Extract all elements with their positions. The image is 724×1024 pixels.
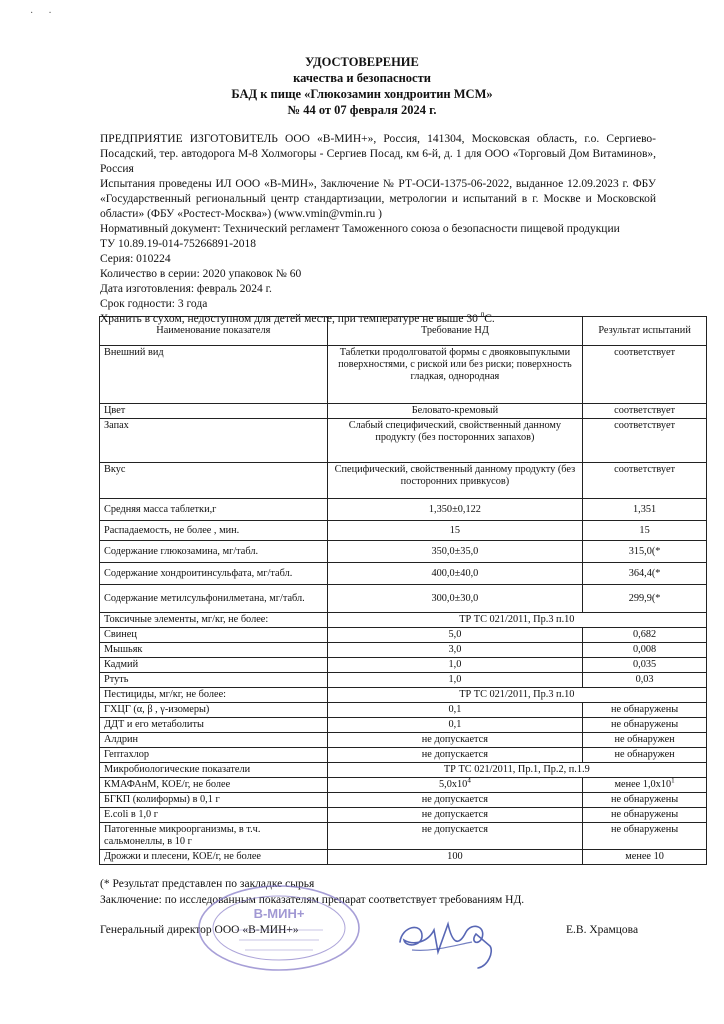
micro-section-title: Микробиологические показатели bbox=[100, 763, 328, 778]
director-position: Генеральный директор ООО «В-МИН+» bbox=[100, 924, 299, 936]
cell-requirement: 5,0 bbox=[327, 628, 583, 643]
col-header-result: Результат испытаний bbox=[583, 317, 707, 346]
cell-indicator: Мышьяк bbox=[100, 643, 328, 658]
cell-result: 0,008 bbox=[583, 643, 707, 658]
cell-result: 364,4(* bbox=[583, 563, 707, 585]
cell-requirement: 3,0 bbox=[327, 643, 583, 658]
cell-result: 15 bbox=[583, 521, 707, 541]
cell-requirement: 300,0±30,0 bbox=[327, 585, 583, 613]
table-row bbox=[100, 850, 707, 865]
cell-result: соответствует bbox=[583, 404, 707, 419]
cell-result: 0,035 bbox=[583, 658, 707, 673]
cell-requirement: 1,0 bbox=[327, 658, 583, 673]
table-row bbox=[100, 643, 707, 658]
table-row bbox=[100, 563, 707, 585]
cell-indicator: ДДТ и его метаболиты bbox=[100, 718, 328, 733]
cell-indicator: КМАФАнМ, КОЕ/г, не более bbox=[100, 778, 328, 793]
toxic-section-title: Токсичные элементы, мг/кг, не более: bbox=[100, 613, 328, 628]
spec-table bbox=[99, 316, 707, 865]
manufacturer-line: ПРЕДПРИЯТИЕ ИЗГОТОВИТЕЛЬ ООО «В-МИН+», Россия, 141304, Московская область, г.о. Сергиево-Посадский, тер. автодорога М-8 Холмогоры - Сергиев Посад, км 6-й, д. 1 для ООО «Торговый Дом Витаминов», Россия bbox=[100, 133, 656, 175]
cell-indicator: E.coli в 1,0 г bbox=[100, 808, 328, 823]
col-header-name: Наименование показателя bbox=[100, 317, 328, 346]
cell-result: не обнаружены bbox=[583, 823, 707, 850]
normative-line: Нормативный документ: Технический регламент Таможенного союза о безопасности пищевой продукции bbox=[100, 223, 620, 235]
cell-result: 315,0(* bbox=[583, 541, 707, 563]
table-row bbox=[100, 793, 707, 808]
doc-title: УДОСТОВЕРЕНИЕ bbox=[305, 55, 419, 69]
director-signature bbox=[392, 912, 512, 972]
cell-requirement: 350,0±35,0 bbox=[327, 541, 583, 563]
cell-requirement: не допускается bbox=[327, 793, 583, 808]
cell-result: не обнаружены bbox=[583, 703, 707, 718]
cell-requirement: Слабый специфический, свойственный данному продукту (без посторонних запахов) bbox=[327, 419, 583, 463]
cell-indicator: БГКП (колиформы) в 0,1 г bbox=[100, 793, 328, 808]
cell-requirement: Таблетки продолговатой формы с двояковыпуклыми поверхностями, с риской или без риски; поверхность гладкая, однородная bbox=[327, 346, 583, 404]
cell-requirement: 100 bbox=[327, 850, 583, 865]
shelf-life-line: Срок годности: 3 года bbox=[100, 298, 208, 310]
cell-result: соответствует bbox=[583, 346, 707, 404]
table-row bbox=[100, 541, 707, 563]
pesticides-section-row bbox=[100, 688, 707, 703]
cell-indicator: Ртуть bbox=[100, 673, 328, 688]
cell-indicator: Внешний вид bbox=[100, 346, 328, 404]
table-row bbox=[100, 346, 707, 404]
cell-result: не обнаружены bbox=[583, 793, 707, 808]
table-row bbox=[100, 823, 707, 850]
cell-result: 0,682 bbox=[583, 628, 707, 643]
testing-line: Испытания проведены ИЛ ООО «В-МИН», Заключение № РТ-ОСИ-1375-06-2022, выданное 12.09.2023 г. ФБУ «Государственный региональный центр стандартизации, метрологии и испытаний в г. Москве и Московской области» (ФБУ «Ростест-Москва») (www.vmin@vmin.ru ) bbox=[100, 178, 656, 220]
stamp-text: В-МИН+ bbox=[253, 906, 305, 921]
cell-result: 1,351 bbox=[583, 499, 707, 521]
micro-section-row bbox=[100, 763, 707, 778]
pesticides-section-title: Пестициды, мг/кг, не более: bbox=[100, 688, 328, 703]
pesticides-section-ref: ТР ТС 021/2011, Пр.3 п.10 bbox=[327, 688, 706, 703]
director-name: Е.В. Храмцова bbox=[566, 924, 639, 936]
table-row bbox=[100, 778, 707, 793]
table-row bbox=[100, 808, 707, 823]
doc-subtitle: качества и безопасности bbox=[293, 71, 431, 85]
micro-section-ref: ТР ТС 021/2011, Пр.1, Пр.2, п.1.9 bbox=[327, 763, 706, 778]
toxic-section-row bbox=[100, 613, 707, 628]
table-row bbox=[100, 404, 707, 419]
cell-indicator: Цвет bbox=[100, 404, 328, 419]
cell-requirement: 0,1 bbox=[327, 718, 583, 733]
cell-result: соответствует bbox=[583, 463, 707, 499]
table-row bbox=[100, 628, 707, 643]
cell-indicator: Вкус bbox=[100, 463, 328, 499]
col-header-requirement: Требование НД bbox=[327, 317, 583, 346]
cell-result: не обнаружены bbox=[583, 718, 707, 733]
cell-result: менее $1,0х10^1$ bbox=[583, 778, 707, 793]
cell-indicator: Гептахлор bbox=[100, 748, 328, 763]
cell-indicator: Алдрин bbox=[100, 733, 328, 748]
cell-result: соответствует bbox=[583, 419, 707, 463]
cell-requirement: не допускается bbox=[327, 748, 583, 763]
cell-result: 0,03 bbox=[583, 673, 707, 688]
table-row bbox=[100, 499, 707, 521]
cell-requirement: 0,1 bbox=[327, 703, 583, 718]
cell-requirement: 1,350±0,122 bbox=[327, 499, 583, 521]
doc-number: № 44 от 07 февраля 2024 г. bbox=[287, 103, 437, 117]
tu-line: ТУ 10.89.19-014-75266891-2018 bbox=[100, 238, 257, 250]
cell-indicator: Свинец bbox=[100, 628, 328, 643]
series-line: Серия: 010224 bbox=[100, 253, 171, 265]
cell-indicator: Содержание хондроитинсульфата, мг/табл. bbox=[100, 563, 328, 585]
cell-indicator: Средняя масса таблетки,г bbox=[100, 499, 328, 521]
product-name: БАД к пище «Глюкозамин хондроитин МСМ» bbox=[231, 87, 493, 101]
cell-result: менее 10 bbox=[583, 850, 707, 865]
cell-requirement: Специфический, свойственный данному продукту (без посторонних привкусов) bbox=[327, 463, 583, 499]
cell-indicator: Запах bbox=[100, 419, 328, 463]
cell-indicator: ГХЦГ (α, β , γ-изомеры) bbox=[100, 703, 328, 718]
table-row bbox=[100, 718, 707, 733]
date-line: Дата изготовления: февраль 2024 г. bbox=[100, 283, 272, 295]
cell-requirement: 1,0 bbox=[327, 673, 583, 688]
cell-result: 299,9(* bbox=[583, 585, 707, 613]
cell-requirement: 400,0±40,0 bbox=[327, 563, 583, 585]
table-row bbox=[100, 733, 707, 748]
scan-specks: · · bbox=[30, 8, 52, 19]
cell-indicator: Кадмий bbox=[100, 658, 328, 673]
info-block bbox=[100, 132, 656, 327]
cell-indicator: Содержание глюкозамина, мг/табл. bbox=[100, 541, 328, 563]
cell-requirement: не допускается bbox=[327, 808, 583, 823]
cell-indicator: Дрожжи и плесени, КОЕ/г, не более bbox=[100, 850, 328, 865]
cell-requirement: 15 bbox=[327, 521, 583, 541]
table-row bbox=[100, 673, 707, 688]
table-row bbox=[100, 703, 707, 718]
cell-indicator: Распадаемость, не более , мин. bbox=[100, 521, 328, 541]
cell-result: не обнаружен bbox=[583, 733, 707, 748]
company-stamp bbox=[195, 870, 363, 974]
cell-indicator: Патогенные микроорганизмы, в т.ч. сальмонеллы, в 10 г bbox=[100, 823, 328, 850]
table-header-row bbox=[100, 317, 707, 346]
cell-requirement: Беловато-кремовый bbox=[327, 404, 583, 419]
table-row bbox=[100, 463, 707, 499]
cell-result: не обнаружен bbox=[583, 748, 707, 763]
quantity-line: Количество в серии: 2020 упаковок № 60 bbox=[100, 268, 302, 280]
cell-result: не обнаружены bbox=[583, 808, 707, 823]
toxic-section-ref: ТР ТС 021/2011, Пр.3 п.10 bbox=[327, 613, 706, 628]
footnote: (* Результат представлен по закладке сырья bbox=[100, 878, 315, 890]
document-header bbox=[0, 54, 724, 118]
table-row bbox=[100, 521, 707, 541]
conclusion: Заключение: по исследованным показателям препарат соответствует требованиям НД. bbox=[100, 894, 525, 906]
cell-indicator: Содержание метилсульфонилметана, мг/табл. bbox=[100, 585, 328, 613]
cell-requirement: не допускается bbox=[327, 823, 583, 850]
storage-line: Хранить в сухом, недоступном для детей месте, при температуре не выше 30 $^0$С. bbox=[100, 311, 495, 325]
table-row bbox=[100, 658, 707, 673]
table-row bbox=[100, 419, 707, 463]
cell-requirement: $5,0х10^4$ bbox=[327, 778, 583, 793]
table-row bbox=[100, 748, 707, 763]
cell-requirement: не допускается bbox=[327, 733, 583, 748]
table-row bbox=[100, 585, 707, 613]
